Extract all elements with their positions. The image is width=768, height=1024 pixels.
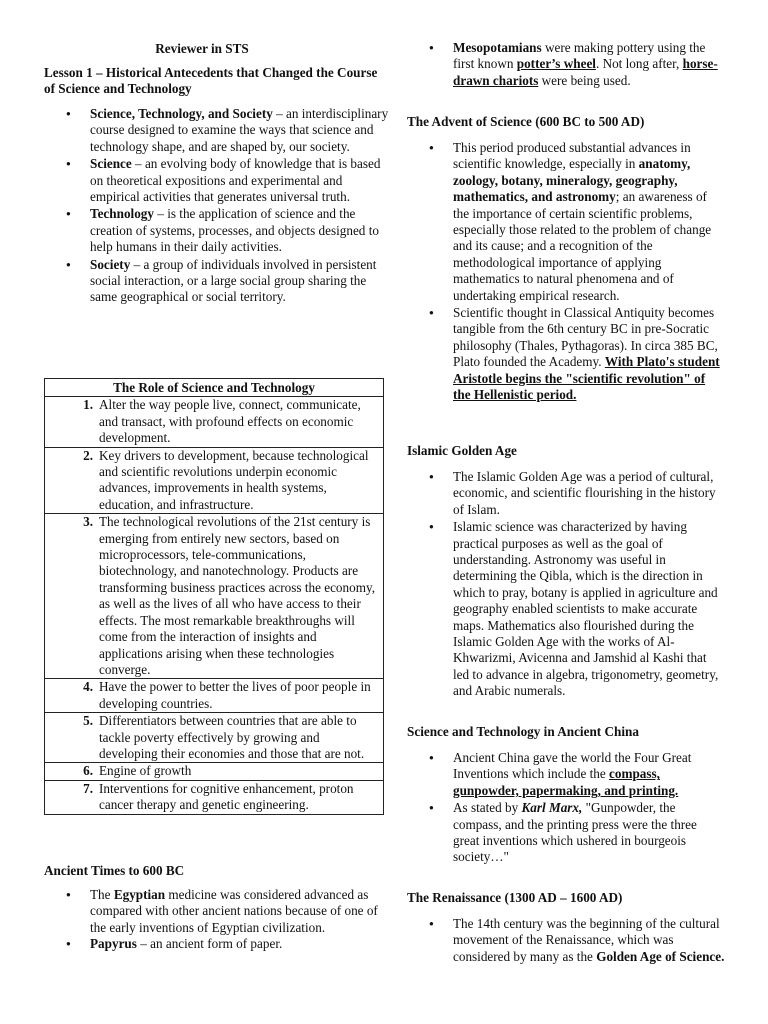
bold-text: Egyptian (113, 887, 166, 902)
table-row (45, 780, 384, 814)
list-item (407, 800, 725, 866)
row-number: 6. (45, 763, 100, 780)
row-text: The technological revolutions of the 21st century is emerging from entirely new sectors, based on microprocessors, tele-communications, biotechnology, and nanotechnology. Products are transforming business practices across the economy, as well as the lives of all who have access to their effects. The most remarkable breakthroughs will come from the interaction of insights and applications arising when these technologies converge. (99, 514, 384, 679)
definition-term: Science, Technology, and Society (90, 106, 273, 121)
ancient-continued-list (407, 40, 725, 90)
bold-italic-text: Karl Marx, (521, 800, 583, 816)
definition-term: Technology (90, 206, 154, 222)
underlined-text: potter’s wheel (516, 56, 596, 72)
text: . Not long after, (595, 56, 683, 72)
definition-text: – is the application of science and the creation of systems, processes, and objects designed to help humans in their daily activities. (90, 206, 379, 255)
definition-term: Science (90, 156, 132, 172)
text: Scientific thought in Classical Antiquity becomes tangible from the 6th century BC in pre-Socratic philosophy (Thales, Pythagoras). In circa 385 BC, Plato founded the Academy. (453, 305, 718, 370)
list-item (44, 887, 390, 936)
table-row (45, 514, 384, 679)
row-number: 5. (45, 713, 100, 763)
list-item (407, 750, 725, 799)
text: were making pottery using the first known (453, 40, 706, 72)
islamic-list (407, 469, 725, 701)
row-number: 1. (45, 397, 100, 447)
lesson-heading: Lesson 1 – Historical Antecedents that Changed the Course of Science and Technology (44, 65, 378, 97)
bold-text: anatomy, zoology, botany, mineralogy, geography, mathematics, and astronomy (453, 156, 691, 205)
role-table-header: The Role of Science and Technology (45, 379, 384, 397)
text: were being used. (538, 72, 631, 88)
section-heading-renaissance: The Renaissance (1300 AD – 1600 AD) (407, 890, 623, 905)
section-heading-china: Science and Technology in Ancient China (407, 724, 639, 739)
table-row (45, 713, 384, 763)
row-text: Have the power to better the lives of poor people in developing countries. (99, 679, 384, 713)
text: medicine was considered advanced as compared with other ancient nations because of one of the early inventions of Egyptian civilization. (90, 887, 378, 935)
advent-list (407, 140, 725, 405)
section-heading-islamic: Islamic Golden Age (407, 443, 517, 458)
row-number: 7. (45, 780, 100, 814)
text: The (90, 887, 114, 902)
list-item (407, 469, 725, 518)
list-item (407, 140, 725, 304)
row-text: Alter the way people live, connect, communicate, and transact, with profound effects on economic development. (99, 397, 384, 447)
row-number: 3. (45, 514, 100, 679)
list-item (407, 40, 725, 89)
row-text: Differentiators between countries that are able to tackle poverty effectively by growing and developing their economies and those that are not. (99, 713, 384, 763)
underlined-text: horse-drawn chariots (453, 56, 718, 88)
section-heading-ancient: Ancient Times to 600 BC (44, 863, 185, 878)
row-text: Key drivers to development, because technological and scientific revolutions underpin economic advances, improvements in health systems, education, and infrastructure. (99, 447, 384, 514)
text: "Gunpowder, the compass, and the printing press were the three great inventions which ushered in bourgeois society…" (453, 800, 697, 865)
row-text: Interventions for cognitive enhancement, proton cancer therapy and genetic engineering. (99, 780, 384, 814)
list-item (407, 916, 725, 965)
table-row (45, 763, 384, 780)
bold-text: Papyrus (90, 936, 137, 952)
text: ; an awareness of the importance of certain scientific problems, especially those related to the problem of change and its cause; and a recognition of the methodological importance of applying mathematics to natural phenomena and of undertaking empirical research. (453, 189, 712, 303)
row-text: Engine of growth (99, 763, 384, 780)
text: Islamic science was characterized by having practical purposes as well as the goal of understanding. Astronomy was useful in determining the Qibla, which is the direction in which to pray, botany is applied in agriculture and geography enabled scientists to make accurate maps. Mathematics also flourished during the Islamic Golden Age with the works of Al-Khwarizmi, Avicenna and Jamshid al Kashi that led to advance in algebra, trigonometry, geometry, and Arabic numerals. (453, 519, 719, 699)
definition-text: – an interdisciplinary course designed to examine the ways that science and technology shape, and are shaped by, our society. (90, 106, 389, 154)
row-number: 4. (45, 679, 100, 713)
definitions-list (44, 106, 390, 307)
china-list (407, 750, 725, 867)
table-row (45, 447, 384, 514)
renaissance-list (407, 916, 725, 966)
underlined-text: With Plato's student Aristotle begins the "scientific revolution" of the Hellenistic period. (453, 354, 720, 403)
list-item (44, 206, 390, 255)
text: The Islamic Golden Age was a period of cultural, economic, and scientific flourishing in the history of Islam. (453, 469, 716, 517)
section-heading-advent: The Advent of Science (600 BC to 500 AD) (407, 114, 645, 129)
definition-text: – an evolving body of knowledge that is based on theoretical expositions and experimental and empirical activities that generates universal truth. (90, 156, 381, 205)
list-item (44, 257, 390, 306)
bold-text: Golden Age of Science. (596, 948, 725, 964)
underlined-text: compass, gunpowder, papermaking, and printing. (453, 766, 679, 798)
text: The 14th century was the beginning of the cultural movement of the Renaissance, which was considered by many as the (453, 916, 720, 964)
bold-text: Mesopotamians (453, 40, 542, 55)
table-row (45, 397, 384, 447)
text: This period produced substantial advances in scientific knowledge, especially in (453, 140, 691, 172)
text: Ancient China gave the world the Four Great Inventions which include the (453, 750, 692, 782)
list-item (44, 936, 390, 952)
document-title: Reviewer in STS (155, 41, 249, 56)
list-item (44, 106, 390, 155)
definition-term: Society (90, 256, 131, 272)
row-number: 2. (45, 447, 100, 514)
definition-text: – a group of individuals involved in persistent social interaction, or a large social group sharing the same geographical or social territory. (90, 256, 377, 305)
table-row (45, 679, 384, 713)
ancient-list (44, 887, 390, 953)
list-item (44, 156, 390, 205)
role-table (44, 378, 384, 815)
list-item (407, 305, 725, 403)
list-item (407, 519, 725, 699)
text: – an ancient form of paper. (136, 936, 283, 952)
text: As stated by (453, 800, 522, 816)
